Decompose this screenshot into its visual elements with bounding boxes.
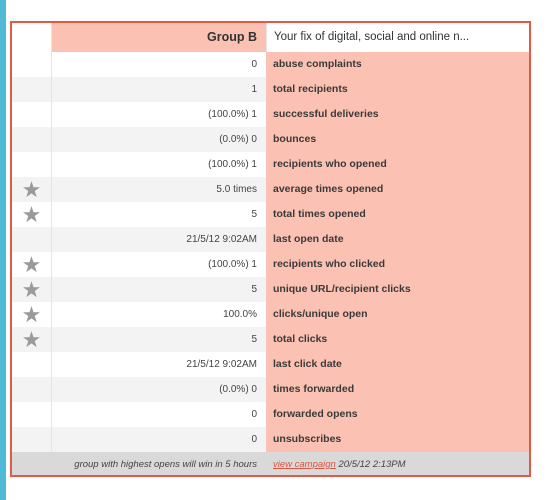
stat-value: 5 [52, 277, 266, 302]
stat-label: times forwarded [266, 377, 529, 402]
view-campaign-link[interactable]: view campaign [273, 459, 336, 470]
campaign-title: Your fix of digital, social and online n... [266, 23, 529, 52]
stat-label: recipients who opened [266, 152, 529, 177]
table-row [12, 252, 529, 277]
star-cell [12, 427, 52, 452]
stat-label: unsubscribes [266, 427, 529, 452]
table-row [12, 102, 529, 127]
star-icon: ★ [21, 326, 42, 352]
table-row [12, 152, 529, 177]
header-star-cell [12, 23, 52, 52]
star-cell [12, 402, 52, 427]
stat-value: 21/5/12 9:02AM [52, 227, 266, 252]
stat-value: 0 [52, 427, 266, 452]
star-icon: ★ [21, 301, 42, 327]
star-cell [12, 177, 52, 202]
star-cell [12, 377, 52, 402]
table-header [12, 23, 529, 52]
star-cell [12, 52, 52, 77]
stat-label: bounces [266, 127, 529, 152]
star-cell [12, 352, 52, 377]
table-row [12, 402, 529, 427]
star-icon: ★ [21, 201, 42, 227]
star-cell [12, 277, 52, 302]
star-cell [12, 202, 52, 227]
campaign-date: 20/5/12 2:13PM [338, 459, 406, 470]
winner-note: group with highest opens will win in 5 hours [74, 459, 257, 470]
star-icon: ★ [21, 251, 42, 277]
stat-label: total recipients [266, 77, 529, 102]
table-footer [12, 452, 529, 477]
stat-value: (100.0%) 1 [52, 102, 266, 127]
star-cell [12, 302, 52, 327]
star-cell [12, 252, 52, 277]
star-cell [12, 127, 52, 152]
stat-value: 5 [52, 202, 266, 227]
table-row [12, 377, 529, 402]
star-cell [12, 227, 52, 252]
table-row [12, 127, 529, 152]
table-row [12, 327, 529, 352]
stat-label: forwarded opens [266, 402, 529, 427]
ab-test-results-panel [10, 21, 531, 477]
stat-label: abuse complaints [266, 52, 529, 77]
stat-label: last open date [266, 227, 529, 252]
stat-value: 100.0% [52, 302, 266, 327]
footer-right [266, 452, 406, 477]
star-icon: ★ [21, 176, 42, 202]
stat-label: unique URL/recipient clicks [266, 277, 529, 302]
stat-label: total times opened [266, 202, 529, 227]
table-row [12, 177, 529, 202]
left-accent-strip [0, 0, 6, 500]
stat-value: 21/5/12 9:02AM [52, 352, 266, 377]
star-icon: ★ [21, 276, 42, 302]
table-row [12, 77, 529, 102]
table-row [12, 427, 529, 452]
stat-value: 5.0 times [52, 177, 266, 202]
stat-value: 0 [52, 52, 266, 77]
table-row [12, 277, 529, 302]
stat-label: successful deliveries [266, 102, 529, 127]
table-row [12, 202, 529, 227]
table-row [12, 52, 529, 77]
stats-table [12, 23, 529, 452]
stat-label: last click date [266, 352, 529, 377]
stat-label: recipients who clicked [266, 252, 529, 277]
stat-label: clicks/unique open [266, 302, 529, 327]
stat-value: (0.0%) 0 [52, 377, 266, 402]
group-label: Group B [52, 23, 266, 52]
table-row [12, 352, 529, 377]
table-row [12, 227, 529, 252]
stat-value: 5 [52, 327, 266, 352]
stat-value: 0 [52, 402, 266, 427]
stat-value: 1 [52, 77, 266, 102]
stat-label: average times opened [266, 177, 529, 202]
stat-label: total clicks [266, 327, 529, 352]
star-cell [12, 77, 52, 102]
star-cell [12, 152, 52, 177]
table-row [12, 302, 529, 327]
stat-value: (0.0%) 0 [52, 127, 266, 152]
stat-value: (100.0%) 1 [52, 152, 266, 177]
star-cell [12, 327, 52, 352]
star-cell [12, 102, 52, 127]
stat-value: (100.0%) 1 [52, 252, 266, 277]
